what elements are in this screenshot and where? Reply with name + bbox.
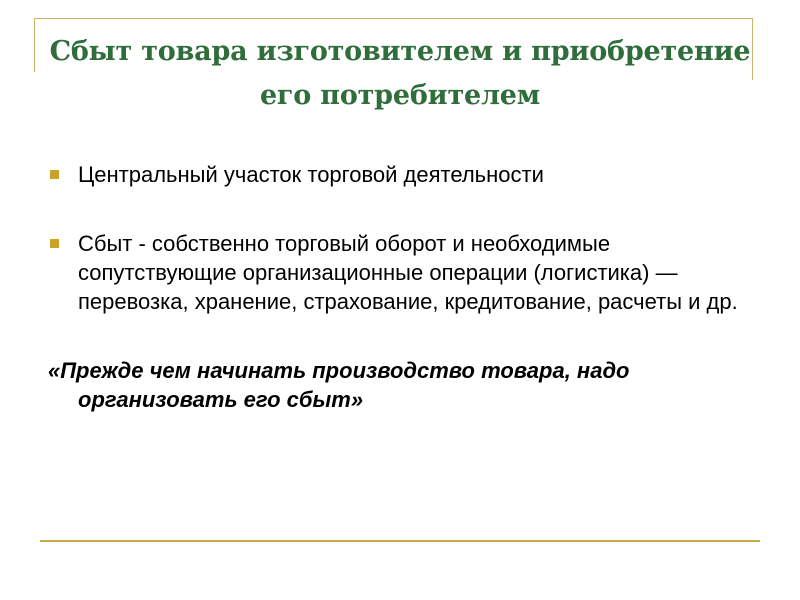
square-bullet-icon: [50, 170, 59, 179]
quote-text: «Прежде чем начинать производство товара, надо организовать его сбыт»: [48, 358, 630, 412]
bullet-text: Центральный участок торговой деятельности: [78, 162, 544, 187]
bullet-item: [48, 160, 738, 189]
slide-title: Сбыт товара изготовителем и приобретение его потребителем: [49, 36, 751, 111]
square-bullet-icon: [50, 239, 59, 248]
bullet-text: Сбыт - собственно торговый оборот и необходимые сопутствующие организационные операции (логистика) — перевозка, хранение, страхование, кредитование, расчеты и др.: [78, 231, 738, 314]
title-frame-top-line: [34, 18, 752, 19]
slide-content: [48, 160, 738, 414]
title-frame-left-line: [34, 18, 35, 72]
bottom-divider: [40, 540, 760, 542]
bullet-item: [48, 229, 738, 316]
